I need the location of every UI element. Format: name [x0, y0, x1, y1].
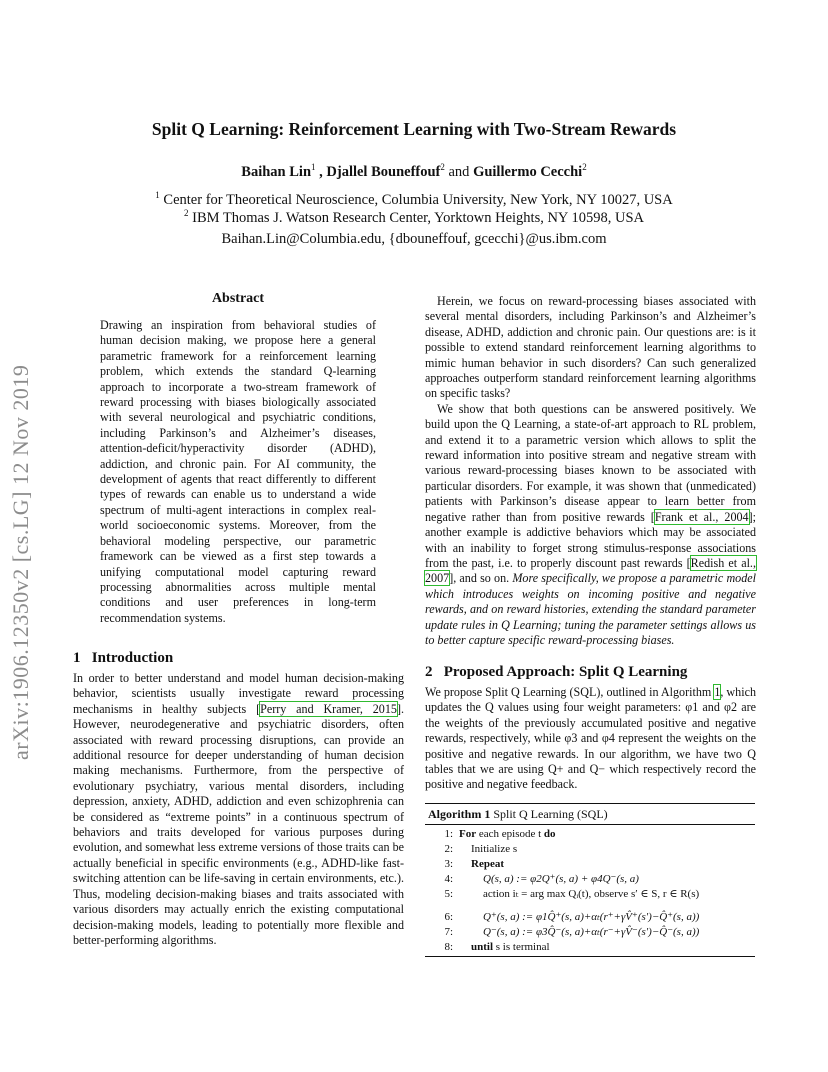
algorithm-caption: [425, 803, 755, 825]
citation-link[interactable]: Redish et al., 2007: [425, 555, 756, 586]
author-separator: ,: [315, 163, 327, 180]
algorithm-line: [425, 940, 755, 955]
text-run: ]. However, neurodegenerative and psychiatric disorders, often associated with reward processing disruptions, can provide an additional resource for deeper understanding of human decision making mechanisms. Furthermore, from the perspective of evolutionary psychiatry, various mental disorders, including depression, anxiety, ADHD, addiction and even schizophrenia can be considered as “extreme points” in a continuous spectrum of behaviors and traits developed for various purposes during evolution, and somewhat less extreme versions of those traits can be actually beneficial in specific environments (e.g., ADHD-like fast-switching attention can be life-saving in certain environments, etc.). Thus, modeling decision-making biases and traits associated with various disorders may actually enrich the existing computational decision-making models, leading to potentially more flexible and better-performing algorithms.: [73, 701, 405, 947]
line-number: 1:: [444, 828, 453, 840]
line-number: 2:: [444, 843, 453, 855]
keyword: For: [459, 828, 477, 840]
text-run: ]; another example is addictive behaviors which may be associated with an inability to forget strong stimulus-response associations from the past, i.e. to properly discount past rewards [: [425, 509, 756, 570]
author-conjunction: and: [448, 163, 470, 180]
algorithm-label: Algorithm 1: [428, 807, 491, 821]
line-text: Initialize s: [471, 843, 518, 855]
body-paragraph: Herein, we focus on reward-processing biases associated with several mental disorders, including Parkinson’s and Alzheimer’s disease, ADHD, addiction and chronic pain. Our questions are: is it possible to extend standard reinforcement learning algorithms to mimic human behavior in such disorders? Can such generalized approaches outperform standard reinforcement learning algorithms on specific tasks?: [425, 294, 756, 401]
affiliation-mark: 2: [582, 162, 587, 172]
affiliation-text: Center for Theoretical Neuroscience, Columbia University, New York, NY 10027, USA: [163, 191, 673, 208]
algorithm-line: [425, 925, 755, 940]
author-name: Guillermo Cecchi: [473, 163, 583, 180]
line-content: [459, 827, 755, 842]
text-run: In order to better understand and model human decision-making behavior, scientists usually investigate reward processing mechanisms in healthy subjects [: [73, 671, 404, 716]
author-list: [60, 162, 768, 181]
citation-link[interactable]: Perry and Kramer, 2015: [260, 701, 397, 716]
line-text: Q⁻(s, a) := φ3Q̂⁻(s, a)+αₜ(r⁻+γV̂⁻(s′)−Q̂⁻(s, a)): [483, 926, 700, 938]
abstract-heading: Abstract: [211, 291, 265, 306]
algorithm-line: [425, 827, 755, 842]
approach-body: [425, 685, 756, 793]
abstract-body: [100, 318, 376, 626]
author-name: Baihan Lin: [241, 163, 312, 180]
line-number: 7:: [444, 926, 453, 938]
algorithm-bottom-rule: [425, 956, 755, 957]
affiliation-mark: 2: [183, 208, 189, 218]
line-number: 8:: [444, 941, 453, 953]
approach-paragraph: [425, 685, 756, 793]
abstract-text: Drawing an inspiration from behavioral studies of human decision making, we propose here a general parametric framework for a reinforcement learning problem, which extends the standard Q-learning approach to incorporate a two-stream framework of reward processing with biases biologically associated with several neurological and psychiatric conditions, including Parkinson’s and Alzheimer’s diseases, attention-deficit/hyperactivity disorder (ADHD), addiction, and chronic pain. For AI community, the development of agents that react differently to different types of rewards can enable us to understand a wide spectrum of multi-agent interactions in complex real-world socioeconomic systems. Moreover, from the behavioral modeling perspective, our parametric framework can be viewed as a first step towards a unifying computational model capturing reward processing abnormalities across multiple mental conditions and user preferences in long-term recommendation systems.: [100, 318, 376, 625]
paper-title: Split Q Learning: Reinforcement Learning with Two-Stream Rewards: [151, 119, 677, 139]
line-text: action iₜ = arg max Qᵢ(t), observe s′ ∈ S, r ∈ R(s): [483, 888, 700, 900]
algorithm-name: Split Q Learning (SQL): [493, 807, 608, 821]
introduction-body: [73, 671, 404, 948]
line-number: 4:: [444, 873, 453, 885]
introduction-paragraph: [73, 671, 404, 948]
line-text: Q(s, a) := φ2Q⁺(s, a) + φ4Q⁻(s, a): [483, 873, 639, 885]
section-number: 1: [73, 650, 81, 666]
section-heading-approach: [425, 664, 687, 681]
text-run: We propose Split Q Learning (SQL), outlined in Algorithm: [425, 685, 715, 699]
arxiv-identifier-stamp: arXiv:1906.12350v2 [cs.LG] 12 Nov 2019: [8, 364, 33, 760]
line-number: 5:: [444, 888, 453, 900]
affiliation-line: [60, 208, 768, 227]
algorithm-line: [425, 857, 755, 872]
algorithm-line: [425, 842, 755, 857]
section-title: Proposed Approach: Split Q Learning: [443, 664, 688, 680]
author-emails: Baihan.Lin@Columbia.edu, {dbouneffouf, gcecchi}@us.ibm.com: [221, 231, 607, 247]
section-title: Introduction: [91, 650, 174, 666]
text-run: We show that both questions can be answered positively. We build upon the Q Learning, a state-of-art approach to RL problem, and extend it to a parametric version which allows to split the reward information into positive stream and negative stream with various reward-processing biases known to be associated with particular disorders. For example, it was shown that (unmedicated) patients with Parkinson’s disease appear to learn better from negative rather than from positive rewards [: [425, 401, 756, 524]
algorithm-reference-link[interactable]: 1: [714, 685, 721, 699]
text-run: ], and so on.: [449, 571, 513, 586]
citation-link[interactable]: Frank et al., 2004: [654, 509, 749, 524]
text-run: , which updates the Q values using four weight parameters: φ1 and φ2 are the weights of the previously accumulated positive and negative rewards, respectively, while φ3 and φ4 represent the weights on the positive and negative rewards. In our algorithm, we have two Q tables that we are using Q+ and Q− which respectively record the positive and negative feedback.: [425, 685, 756, 792]
body-paragraph: [425, 402, 756, 649]
author-name: Djallel Bouneffouf: [326, 163, 441, 180]
line-number: 3:: [444, 858, 453, 870]
section-number: 2: [425, 664, 433, 680]
algorithm-line: [425, 910, 755, 925]
keyword: do: [543, 828, 556, 840]
affiliation-mark: 1: [311, 162, 316, 172]
keyword: Repeat: [471, 858, 504, 870]
keyword: until: [471, 941, 494, 953]
line-text: s is terminal: [493, 941, 550, 953]
section-heading-introduction: [73, 650, 173, 667]
emphasized-text: More specifically, we propose a parametric model which introduces weights on incoming positive and negative rewards, and on reward histories, extending the standard parameter update rules in Q Learning; tuning the parameter settings allows us to better capture specific reward-processing biases.: [425, 571, 756, 647]
affiliation-mark: 2: [440, 162, 445, 172]
line-text: Q⁺(s, a) := φ1Q̂⁺(s, a)+αₜ(r⁺+γV̂⁺(s′)−Q̂⁺(s, a)): [483, 911, 700, 923]
right-column-body: [425, 294, 756, 648]
line-number: 6:: [444, 911, 453, 923]
affiliation-line: [60, 190, 768, 209]
line-content: [459, 940, 755, 955]
affiliation-text: IBM Thomas J. Watson Research Center, Yorktown Heights, NY 10598, USA: [192, 209, 645, 226]
line-text: each episode t: [476, 828, 544, 840]
algorithm-box: [425, 803, 755, 957]
algorithm-line: [425, 872, 755, 887]
affiliation-mark: 1: [155, 190, 160, 200]
algorithm-line: [425, 887, 755, 902]
